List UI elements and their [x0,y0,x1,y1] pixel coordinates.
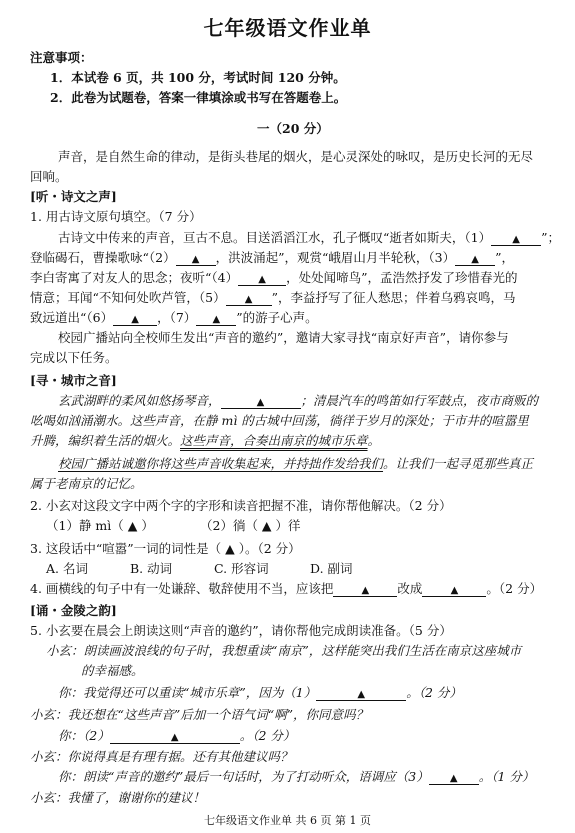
q5-dialogue-5: 小玄：你说得真是有理有据。还有其他建议吗？ [30,748,293,764]
campus-notice-line-2: 完成以下任务。 [30,350,118,366]
q1-line-5: 致远道出“（6） ▲ ，（7） ▲ ”的游子心声。 [30,310,318,326]
q3-prompt: 3. 这段话中“喧嚣”一词的词性是（ ▲ ）。（2 分） [30,540,301,556]
q1-prompt: 1. 用古诗文原句填空。（7 分） [30,209,202,225]
q5-prompt: 5. 小玄要在晨会上朗读这则“声音的邀约”，请你帮他完成朗读准备。（5 分） [30,623,452,638]
q3-option-c: C. 形容词 [214,560,269,576]
section-one-heading: 一（20 分） [257,121,329,136]
q3-option-b: B. 动词 [130,560,173,576]
passage-line-1: 玄武湖畔的柔风如悠扬琴音， ▲ ；清晨汽车的鸣笛如行军鼓点，夜市商贩的 [58,392,539,408]
answer-blank: ▲ [244,293,253,305]
answer-blank: ▲ [450,584,459,596]
passage-line-5: 属于老南京的记忆。 [30,476,143,492]
notice-2: 2．此卷为试题卷，答案一律填涂或书写在答题卷上。 [50,90,347,106]
answer-blank: ▲ [212,314,221,326]
q5-dialogue-6: 你：朗读“声音的邀约”最后一句话时，为了打动听众，语调应（3） ▲ 。（1 分） [58,768,535,784]
q1-line-4: 情意；耳闻“不知何处吹芦管，（5） ▲ ”，李益抒写了征人愁思；伴着乌鸦哀鸣，马 [30,289,516,305]
answer-blank: ▲ [449,772,458,784]
answer-blank: ▲ [512,233,520,245]
passage-line-2: 吆喝如汹涌潮水。这些声音，在静 mì 的古城中回荡，徜徉于岁月的深处；于市井的喧嚣里 [30,412,529,428]
q1-line-2: 登临碣石，曹操歌咏“（2） ▲ ，洪波涌起”，观赏“峨眉山月半轮秋，（3） ▲ ”， [30,249,514,265]
q2-prompt: 2. 小玄对这段文字中两个字的字形和读音把握不准，请你帮他解决。（2 分） [30,498,452,514]
q4-prompt: 4. 画横线的句子中有一处谦辞、敬辞使用不当，应该把 ▲ 改成 ▲ 。（2 分） [30,580,543,596]
notice-1: 1．本试卷 6 页，共 100 分，考试时间 120 分钟。 [50,70,346,86]
answer-blank: ▲ [256,396,265,408]
wavy-underlined-sentence: 这些声音，合奏出南京的城市乐章 [180,433,368,448]
part-recite-heading: [诵・金陵之韵] [30,602,117,618]
q2-part-a: （1）静 mì（ ▲ ） [46,518,154,534]
answer-blank: ▲ [131,314,139,326]
q5-dialogue-2: 你：我觉得还可以重读“城市乐章”，因为（1） ▲ 。（2 分） [58,685,462,701]
intro-line-1: 声音，是自然生命的律动，是街头巷尾的烟火，是心灵深处的咏叹，是历史长河的无尽 [58,148,534,164]
campus-notice-line-1: 校园广播站向全校师生发出“声音的邀约”，邀请大家寻找“南京好声音”，请你参与 [58,330,509,346]
answer-blank: ▲ [258,273,266,285]
q1-line-3: 李白寄寓了对友人的思念；夜听“（4） ▲ ，处处闻啼鸟”，孟浩然抒发了珍惜春光的 [30,269,518,285]
passage-line-4: 校园广播站诚邀你将这些声音收集起来，并持拙作发给我们。让我们一起寻觅那些真正 [58,456,534,471]
answer-blank: ▲ [170,731,179,743]
answer-blank: ▲ [471,253,479,265]
q3-option-d: D. 副词 [310,560,353,576]
answer-blank: ▲ [191,253,200,265]
q5-dialogue-3: 小玄：我还想在“这些声音”后加一个语气词“啊”，你同意吗？ [30,706,369,722]
notice-heading: 注意事项： [30,50,93,65]
q2-part-b: （2）徜（ ▲ ）徉 [200,518,301,534]
underlined-sentence: 校园广播站诚邀你将这些声音收集起来，并持拙作发给我们 [58,456,384,471]
part-listen-heading: [听・诗文之声] [30,189,117,205]
page-title: 七年级语文作业单 [203,16,372,40]
q5-dialogue-4: 你：（2） ▲ 。（2 分） [58,727,296,743]
q5-dialogue-7: 小玄：我懂了，谢谢你的建议！ [30,790,206,805]
q3-option-a: A. 名词 [46,560,88,576]
passage-line-3: 升腾，编织着生活的烟火。这些声音，合奏出南京的城市乐章。 [30,433,381,448]
page-footer: 七年级语文作业单 共 6 页 第 1 页 [204,814,371,827]
q1-line-1: 古诗文中传来的声音，亘古不息。目送滔滔江水，孔子慨叹“逝者如斯夫，（1） ▲ ”； [58,229,560,245]
intro-line-2: 回响。 [30,169,68,184]
part-find-heading: [寻・城市之音] [30,372,117,388]
answer-blank: ▲ [361,584,370,596]
q5-dialogue-1a: 小玄：朗读画波浪线的句子时，我想重读“南京”，这样能突出我们生活在南京这座城市 [46,643,522,659]
answer-blank: ▲ [357,689,366,701]
q5-dialogue-1b: 的幸福感。 [81,663,144,679]
